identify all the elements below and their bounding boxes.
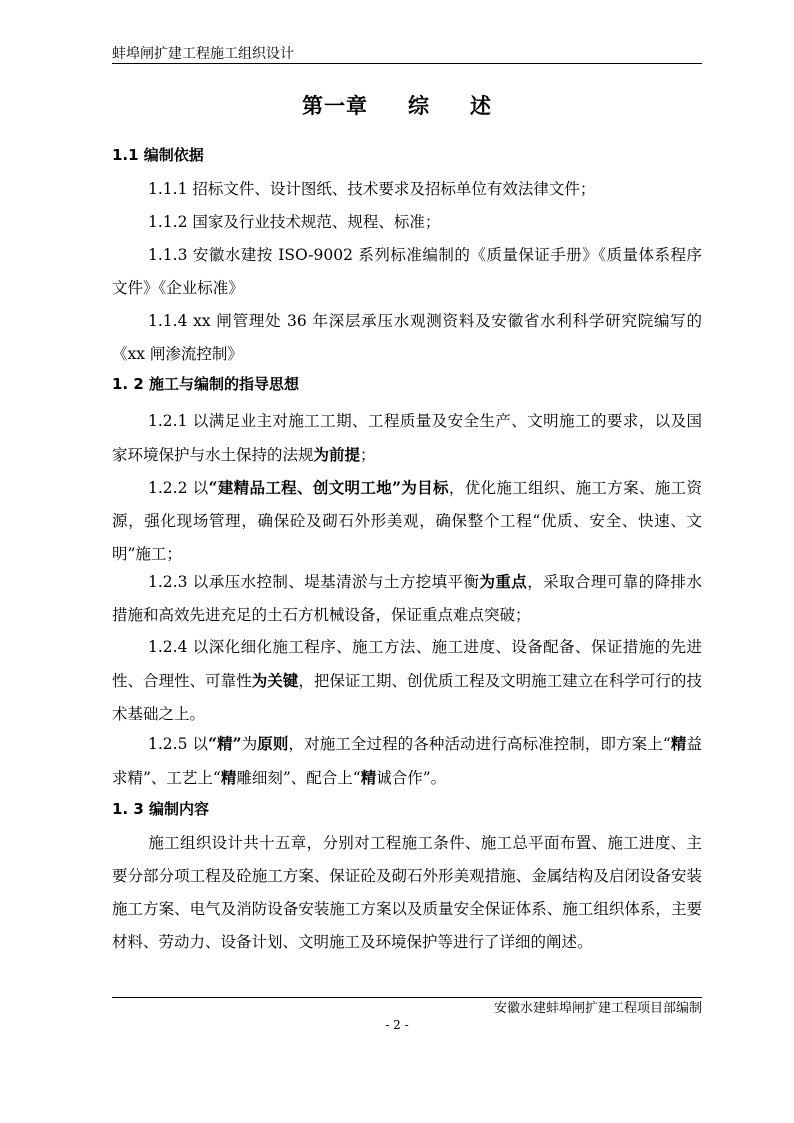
paragraph-text: 1.2.4 以深化细化施工程序、施工方法、施工进度、设备配备、保证措施的先进性、合理性、可靠性 — [112, 638, 702, 690]
paragraph-text: 1.2.1 以满足业主对施工工期、工程质量及安全生产、文明施工的要求，以及国家环境保护与水土保持的法规 — [112, 412, 702, 464]
paragraph-1-1-2 — [112, 206, 702, 239]
chapter-name-char-2: 述 — [470, 94, 492, 118]
paragraph-1-2-5 — [112, 727, 702, 795]
paragraph-text: 为 — [241, 735, 258, 753]
paragraph-text: 1.1.2 国家及行业技术规范、规程、标准； — [148, 213, 441, 231]
paragraph-text: 1.2.3 以承压水控制、堤基清淤与土方挖填平衡 — [148, 573, 480, 591]
section-heading-1-3: 1. 3 编制内容 — [112, 800, 210, 818]
paragraph-emphasis: 为前提 — [313, 445, 361, 464]
chapter-name-char-1: 综 — [408, 94, 430, 118]
paragraph-text: 1.2.5 以 — [148, 735, 209, 753]
paragraph-1-1-1 — [112, 173, 702, 206]
paragraph-text: ，优化施工组织、施工方案、施工资源，强化现场管理，确保砼及砌石外形美观，确保整个工程“优质、安全、快速、文明”施工； — [112, 479, 702, 563]
paragraph-1-3 — [112, 827, 702, 959]
section-heading-1-2: 1. 2 施工与编制的指导思想 — [112, 375, 300, 393]
paragraph-text: “ — [662, 735, 671, 753]
page-header: 蚌埠闸扩建工程施工组织设计 — [112, 46, 294, 62]
paragraph-text: 1.2.2 以 — [148, 479, 209, 497]
paragraph-1-2-4 — [112, 631, 702, 731]
paragraph-emphasis: “建精品工程、创文明工地”为目标 — [208, 478, 449, 497]
paragraph-text: ，对施工全过程的各种活动进行高标准控制，即方案上 — [288, 735, 663, 753]
page-number: - 2 - — [385, 1018, 409, 1032]
paragraph-1-2-1 — [112, 405, 702, 472]
paragraph-emphasis: 精 — [360, 768, 377, 787]
paragraph-1-1-3 — [112, 239, 702, 305]
footer-rule — [112, 997, 702, 998]
paragraph-emphasis: 原则 — [257, 734, 289, 753]
chapter-title — [0, 90, 794, 120]
paragraph-emphasis: 为关键 — [251, 671, 299, 690]
paragraph-emphasis: “精” — [208, 734, 242, 753]
paragraph-text: 1.1.3 安徽水建按 ISO-9002 系列标准编制的《质量保证手册》《质量体系程序文件》《企业标准》 — [112, 246, 702, 297]
paragraph-emphasis: 为重点 — [479, 572, 528, 591]
header-rule — [112, 63, 702, 64]
paragraph-text: 益求精”、工艺上“ — [112, 735, 702, 787]
section-heading-1-1: 1.1 编制依据 — [112, 146, 204, 164]
paragraph-text: 雕细刻”、配合上“ — [236, 769, 361, 787]
paragraph-1-2-2 — [112, 471, 702, 571]
paragraph-1-1-4 — [112, 305, 702, 371]
paragraph-text: 1.1.4 xx 闸管理处 36 年深层承压水观测资料及安徽省水利科学研究院编写的《xx 闸渗流控制》 — [112, 312, 702, 363]
paragraph-text: ； — [360, 446, 376, 464]
paragraph-emphasis: 精 — [220, 768, 237, 787]
paragraph-text: 1.1.1 招标文件、设计图纸、技术要求及招标单位有效法律文件； — [148, 180, 596, 198]
paragraph-text: 诚合作”。 — [376, 769, 447, 787]
paragraph-text: ，把保证工期、创优质工程及文明施工建立在科学可行的技术基础之上。 — [112, 672, 702, 723]
paragraph-text: 施工组织设计共十五章，分别对工程施工条件、施工总平面布置、施工进度、主要分部分项工程及砼施工方案、保证砼及砌石外形美观措施、金属结构及启闭设备安装施工方案、电气及消防设备安装施工方案以及质量安全保证体系、施工组织体系，主要材料、劳动力、设备计划、文明施工及环境保护等进行了详细的阐述。 — [112, 834, 702, 951]
paragraph-1-2-3 — [112, 565, 702, 632]
paragraph-emphasis: 精 — [670, 734, 687, 753]
footer-text: 安徽水建蚌埠闸扩建工程项目部编制 — [493, 1001, 702, 1016]
paragraph-text: ，采取合理可靠的降排水措施和高效先进充足的土石方机械设备，保证重点难点突破； — [112, 573, 702, 624]
chapter-number: 第一章 — [302, 94, 368, 118]
